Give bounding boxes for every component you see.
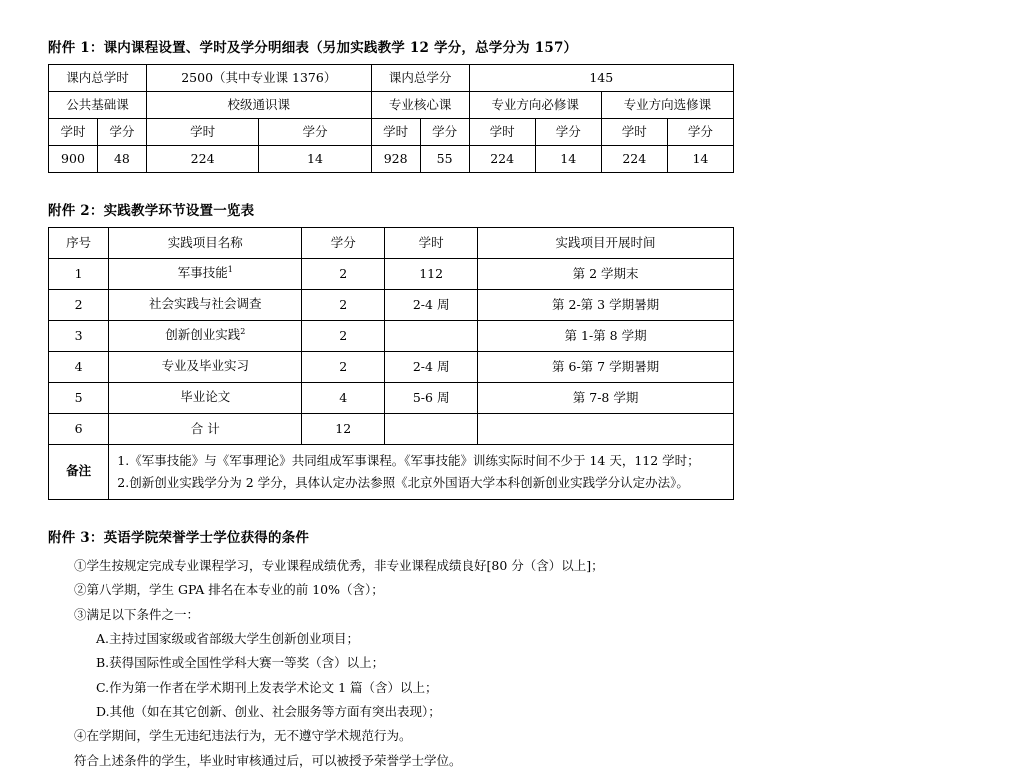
- row-credit: 2: [302, 352, 385, 383]
- value-7: 14: [535, 146, 601, 173]
- value-5: 55: [420, 146, 469, 173]
- total-label: 合 计: [109, 414, 302, 445]
- value-3: 14: [259, 146, 371, 173]
- total-credits-label: 课内总学分: [371, 65, 469, 92]
- footnote-marker: 2: [240, 327, 246, 337]
- total-hours-label: 课内总学时: [49, 65, 147, 92]
- closing-statement: 符合上述条件的学生，毕业时审核通过后，可以被授予荣誉学士学位。: [74, 752, 462, 768]
- document-content: [48, 36, 978, 773]
- list-item: A.主持过国家级或省部级大学生创新创业项目；: [96, 630, 360, 646]
- sub-header-4: 学时: [371, 119, 420, 146]
- total-hours-value: 2500（其中专业课 1376）: [146, 65, 371, 92]
- row-name: [109, 383, 302, 414]
- row-name: [109, 259, 302, 290]
- group-header-0: 公共基础课: [49, 92, 147, 119]
- list-item: C.作为第一作者在学术期刊上发表学术论文 1 篇（含）以上；: [96, 679, 438, 695]
- table-row: [49, 119, 734, 146]
- list-item: ③满足以下条件之一：: [74, 606, 200, 622]
- table-row: [49, 290, 734, 321]
- row-time: 第 2-第 3 学期暑期: [478, 290, 734, 321]
- row-hours: [385, 321, 478, 352]
- col-header-name: 实践项目名称: [109, 228, 302, 259]
- remark-body: [109, 445, 734, 500]
- row-hours: 112: [385, 259, 478, 290]
- table-row: [49, 321, 734, 352]
- row-hours: 2-4 周: [385, 290, 478, 321]
- table-header-row: [49, 228, 734, 259]
- sub-header-2: 学时: [146, 119, 258, 146]
- list-item: ④在学期间，学生无违纪违法行为，无不遵守学术规范行为。: [74, 728, 412, 744]
- table-row: [49, 383, 734, 414]
- sub-header-6: 学时: [469, 119, 535, 146]
- row-name-text: 社会实践与社会调查: [149, 296, 262, 312]
- row-name-text: 毕业论文: [180, 389, 231, 405]
- row-time: 第 6-第 7 学期暑期: [478, 352, 734, 383]
- value-4: 928: [371, 146, 420, 173]
- course-credit-table: [48, 64, 734, 173]
- group-header-1: 校级通识课: [146, 92, 371, 119]
- list-item: ①学生按规定完成专业课程学习，专业课程成绩优秀，非专业课程成绩良好[80 分（含）以上]；: [74, 557, 604, 573]
- col-header-hours: 学时: [385, 228, 478, 259]
- row-no: 2: [49, 290, 109, 321]
- footnote-marker: 1: [227, 265, 233, 275]
- sub-header-9: 学分: [667, 119, 733, 146]
- list-item: ②第八学期，学生 GPA 排名在本专业的前 10%（含）；: [74, 582, 384, 598]
- total-no: 6: [49, 414, 109, 445]
- group-header-3: 专业方向必修课: [469, 92, 601, 119]
- total-credits-value: 145: [469, 65, 733, 92]
- table-remark-row: [49, 445, 734, 500]
- honors-conditions-list: [48, 554, 978, 773]
- sub-header-8: 学时: [601, 119, 667, 146]
- row-name-text: 创新创业实践: [165, 327, 241, 343]
- row-credit: 2: [302, 321, 385, 352]
- row-no: 1: [49, 259, 109, 290]
- sub-header-7: 学分: [535, 119, 601, 146]
- row-name-text: 专业及毕业实习: [161, 358, 250, 374]
- table-total-row: [49, 414, 734, 445]
- value-8: 224: [601, 146, 667, 173]
- row-name: [109, 290, 302, 321]
- value-6: 224: [469, 146, 535, 173]
- col-header-credit: 学分: [302, 228, 385, 259]
- table-row: [49, 92, 734, 119]
- row-no: 4: [49, 352, 109, 383]
- col-header-no: 序号: [49, 228, 109, 259]
- section-1-title: 附件 1：课内课程设置、学时及学分明细表（另加实践教学 12 学分，总学分为 157）: [48, 40, 578, 56]
- table-row: [49, 146, 734, 173]
- col-header-time: 实践项目开展时间: [478, 228, 734, 259]
- value-1: 48: [97, 146, 146, 173]
- row-hours: 5-6 周: [385, 383, 478, 414]
- row-credit: 2: [302, 290, 385, 321]
- remark-line-2: 2.创新创业实践学分为 2 学分，具体认定办法参照《北京外国语大学本科创新创业实践学分认定办法》。: [117, 474, 689, 490]
- row-name: [109, 352, 302, 383]
- row-credit: 2: [302, 259, 385, 290]
- section-2-title: 附件 2：实践教学环节设置一览表: [48, 203, 255, 219]
- row-time: 第 1-第 8 学期: [478, 321, 734, 352]
- row-time: 第 2 学期末: [478, 259, 734, 290]
- row-credit: 4: [302, 383, 385, 414]
- table-row: [49, 259, 734, 290]
- group-header-2: 专业核心课: [371, 92, 469, 119]
- row-name-text: 军事技能: [177, 265, 228, 281]
- total-time: [478, 414, 734, 445]
- row-name: [109, 321, 302, 352]
- group-header-4: 专业方向选修课: [601, 92, 733, 119]
- remark-line-1: 1.《军事技能》与《军事理论》共同组成军事课程。《军事技能》训练实际时间不少于 14 天，112 学时；: [117, 453, 700, 468]
- total-hours: [385, 414, 478, 445]
- sub-header-1: 学分: [97, 119, 146, 146]
- value-2: 224: [146, 146, 258, 173]
- table-row: [49, 352, 734, 383]
- sub-header-5: 学分: [420, 119, 469, 146]
- row-no: 3: [49, 321, 109, 352]
- practice-teaching-table: [48, 227, 734, 500]
- list-item: D.其他（如在其它创新、创业、社会服务等方面有突出表现）；: [96, 704, 441, 719]
- section-3-title: 附件 3：英语学院荣誉学士学位获得的条件: [48, 529, 310, 546]
- row-no: 5: [49, 383, 109, 414]
- sub-header-3: 学分: [259, 119, 371, 146]
- list-item: B.获得国际性或全国性学科大赛一等奖（含）以上；: [96, 655, 385, 671]
- total-credit: 12: [302, 414, 385, 445]
- table-row: [49, 65, 734, 92]
- value-9: 14: [667, 146, 733, 173]
- row-hours: 2-4 周: [385, 352, 478, 383]
- sub-header-0: 学时: [49, 119, 98, 146]
- row-time: 第 7-8 学期: [478, 383, 734, 414]
- value-0: 900: [49, 146, 98, 173]
- remark-label: 备注: [49, 445, 109, 500]
